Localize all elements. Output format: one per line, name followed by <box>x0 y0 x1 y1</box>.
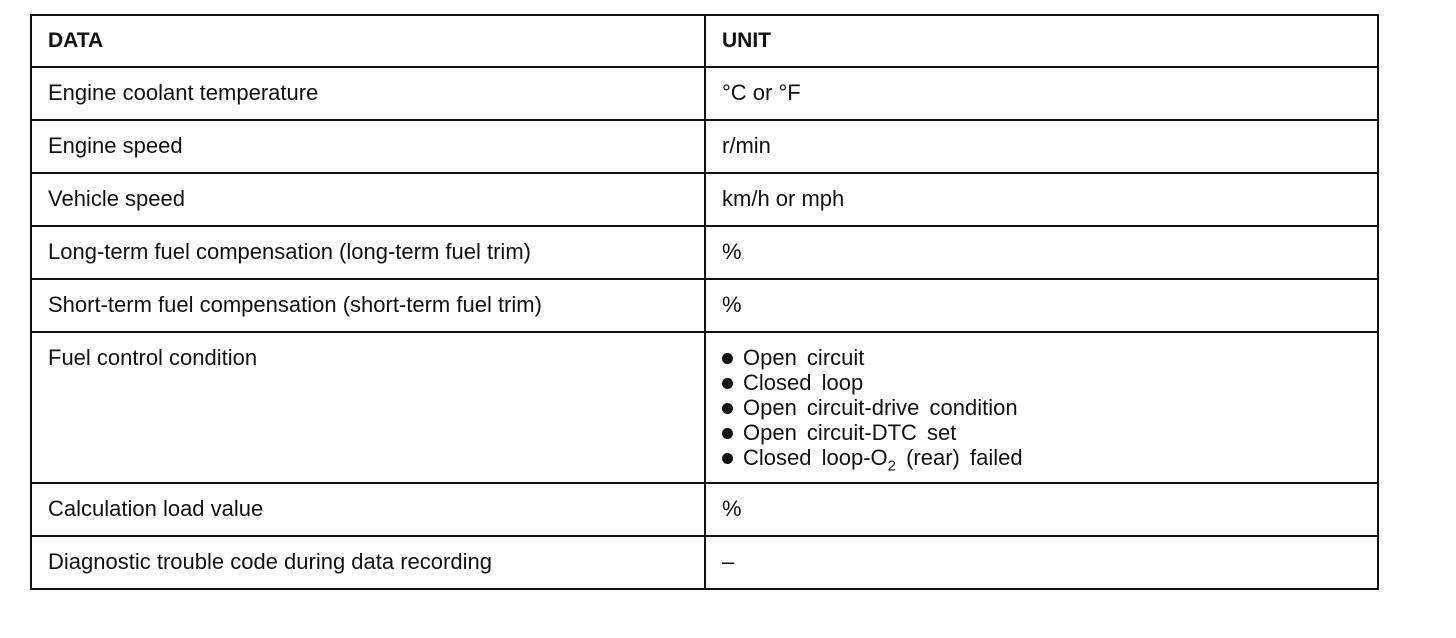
unit-cell: km/h or mph <box>705 173 1378 226</box>
data-cell: Calculation load value <box>31 483 705 536</box>
table-row <box>31 279 1378 332</box>
table-row <box>31 483 1378 536</box>
unit-cell: % <box>705 226 1378 279</box>
data-cell: Vehicle speed <box>31 173 705 226</box>
data-cell: Long-term fuel compensation (long-term fuel trim) <box>31 226 705 279</box>
data-cell: Engine coolant temperature <box>31 67 705 120</box>
table-row <box>31 67 1378 120</box>
unit-cell: °C or °F <box>705 67 1378 120</box>
list-item-text: Closed loop-O <box>743 445 888 470</box>
table-row <box>31 173 1378 226</box>
unit-cell-list <box>705 332 1378 483</box>
header-data: DATA <box>31 15 705 67</box>
data-cell: Fuel control condition <box>31 332 705 483</box>
data-cell: Diagnostic trouble code during data recording <box>31 536 705 589</box>
table-header-row <box>31 15 1378 67</box>
list-item: Open circuit <box>722 345 1361 370</box>
list-item: Closed loop <box>722 370 1361 395</box>
unit-cell: % <box>705 279 1378 332</box>
unit-cell: % <box>705 483 1378 536</box>
table-row <box>31 536 1378 589</box>
list-item: Open circuit-drive condition <box>722 395 1361 420</box>
header-unit: UNIT <box>705 15 1378 67</box>
table-row <box>31 120 1378 173</box>
data-cell: Short-term fuel compensation (short-term fuel trim) <box>31 279 705 332</box>
data-cell: Engine speed <box>31 120 705 173</box>
fuel-control-condition-list <box>722 345 1361 475</box>
data-unit-table <box>30 14 1379 590</box>
unit-cell: – <box>705 536 1378 589</box>
unit-cell: r/min <box>705 120 1378 173</box>
list-item <box>722 445 1361 475</box>
list-item: Open circuit-DTC set <box>722 420 1361 445</box>
table-row <box>31 332 1378 483</box>
table-row <box>31 226 1378 279</box>
subscript: 2 <box>887 457 896 475</box>
list-item-text: (rear) failed <box>895 445 1023 470</box>
